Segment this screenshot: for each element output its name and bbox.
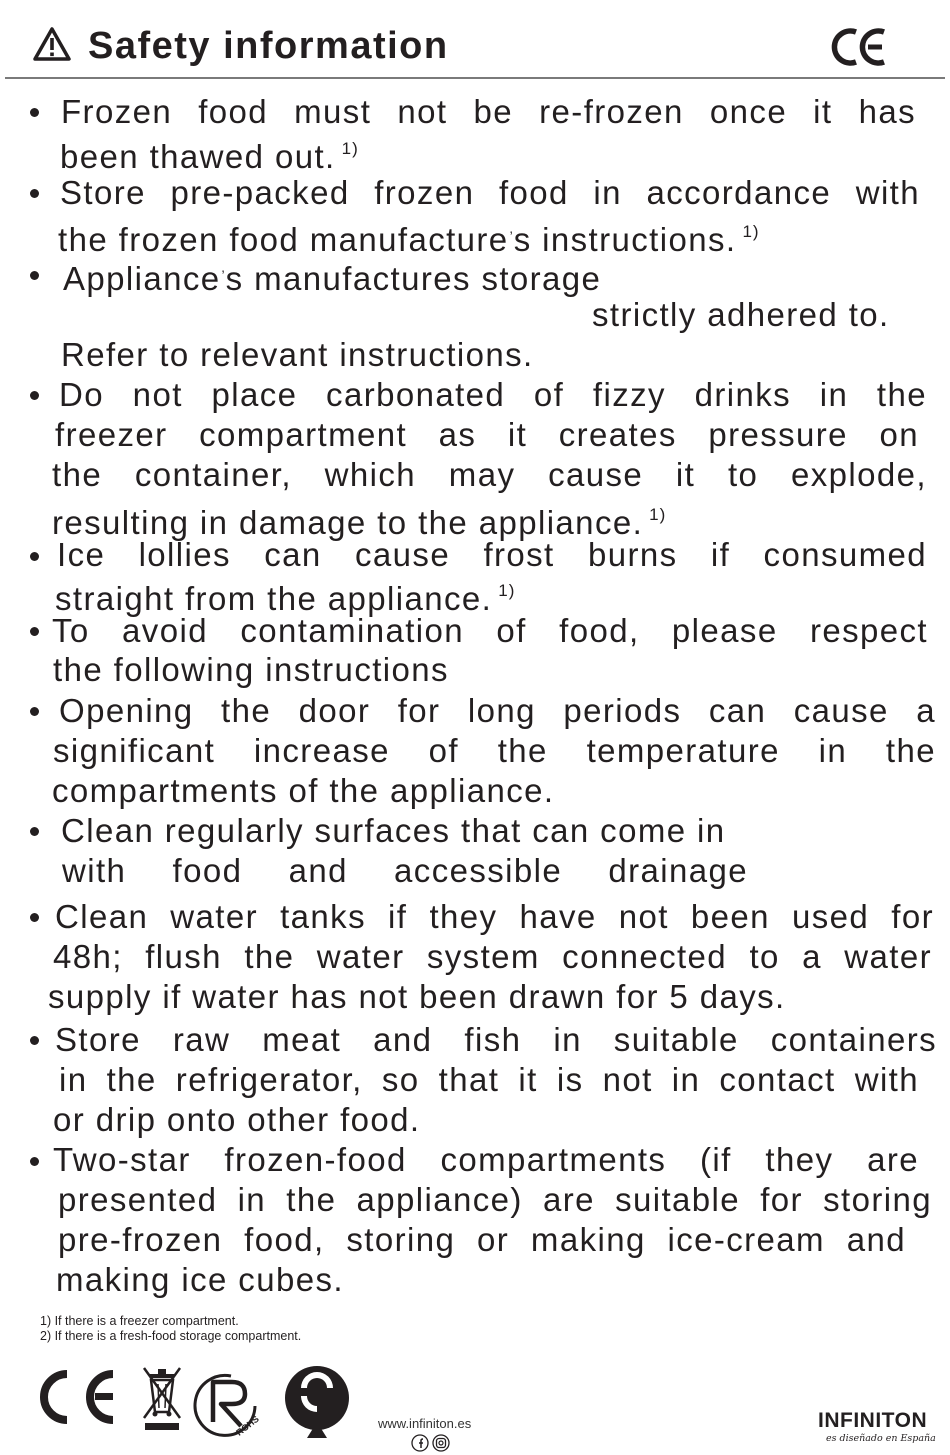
footnote: 1) If there is a freezer compartment. <box>40 1314 239 1328</box>
ce-mark-icon <box>830 26 888 68</box>
item-line: resulting in damage to the appliance. $^{1)}$ <box>52 504 667 541</box>
footnote: 2) If there is a fresh-food storage compartment. <box>40 1329 302 1343</box>
brand-tagline: es diseñado en España <box>826 1433 936 1444</box>
item-line: significant increase of the temperature in the <box>53 732 936 769</box>
brand-logo: INFINITON <box>818 1409 928 1432</box>
item-line: compartments of the appliance. <box>52 772 555 809</box>
ce-mark-icon <box>44 1374 113 1420</box>
bullet <box>30 108 39 117</box>
certification-logos <box>35 1360 365 1445</box>
r-recycling-icon <box>195 1375 261 1437</box>
website-link[interactable]: www.infiniton.es <box>378 1416 472 1431</box>
item-line: 48h; flush the water system connected to a water <box>53 938 932 975</box>
social-icons <box>411 1434 451 1452</box>
item-line: pre-frozen food, storing or making ice-cream and <box>58 1221 906 1258</box>
bullet <box>30 1157 39 1166</box>
item-line: Do not place carbonated of fizzy drinks in the <box>59 376 927 413</box>
item-line: freezer compartment as it creates pressure on <box>55 416 919 453</box>
page-header <box>30 22 945 78</box>
instagram-icon[interactable] <box>433 1435 449 1451</box>
item-line: Frozen food must not be re-frozen once it has <box>61 93 916 130</box>
warning-triangle-icon <box>32 26 72 62</box>
item-line: the following instructions <box>53 651 449 688</box>
header-divider <box>5 77 945 79</box>
item-line: presented in the appliance) are suitable for storing <box>58 1181 932 1218</box>
bullet <box>30 271 39 280</box>
page-title: Safety information <box>88 25 449 67</box>
rohs-label: ROHS <box>234 1413 261 1438</box>
item-line: making ice cubes. <box>56 1261 344 1298</box>
item-line: supply if water has not been drawn for 5 days. <box>48 978 786 1015</box>
item-line: strictly adhered to. <box>592 296 890 333</box>
item-line: the container, which may cause it to explode, <box>52 456 927 493</box>
weee-crossed-bin-icon <box>144 1368 180 1430</box>
item-line: in the refrigerator, so that it is not in contact with <box>59 1061 919 1098</box>
bullet <box>30 707 39 716</box>
item-line: or drip onto other food. <box>53 1101 421 1138</box>
facebook-icon[interactable] <box>412 1435 428 1451</box>
bullet <box>30 189 39 198</box>
item-line: straight from the appliance. $^{1)}$ <box>55 580 516 617</box>
item-line: To avoid contamination of food, please respect <box>52 612 928 649</box>
item-line: the frozen food manufacture’s instructions. $^{1)}$ <box>58 221 760 258</box>
bullet <box>30 627 39 636</box>
item-line: Two-star frozen-food compartments (if they are <box>53 1141 919 1178</box>
item-line: Opening the door for long periods can cause a <box>59 692 936 729</box>
item-line: Refer to relevant instructions. <box>61 336 534 373</box>
item-line: been thawed out. $^{1)}$ <box>60 138 359 175</box>
item-line: Clean regularly surfaces that can come in <box>61 812 726 849</box>
green-dot-icon <box>285 1366 349 1438</box>
item-line: Ice lollies can cause frost burns if consumed <box>57 536 927 573</box>
bullet <box>30 1036 39 1045</box>
item-line: Clean water tanks if they have not been used for <box>55 898 934 935</box>
footnotes <box>40 1314 301 1344</box>
bullet <box>30 391 39 400</box>
bullet <box>30 827 39 836</box>
item-line: Appliance’s manufactures storage <box>63 260 602 297</box>
item-line: with food and accessible drainage <box>62 852 748 889</box>
bullet <box>30 913 39 922</box>
bullet <box>30 552 39 561</box>
item-line: Store raw meat and fish in suitable containers <box>55 1021 937 1058</box>
item-line: Store pre-packed frozen food in accordance with <box>60 174 920 211</box>
